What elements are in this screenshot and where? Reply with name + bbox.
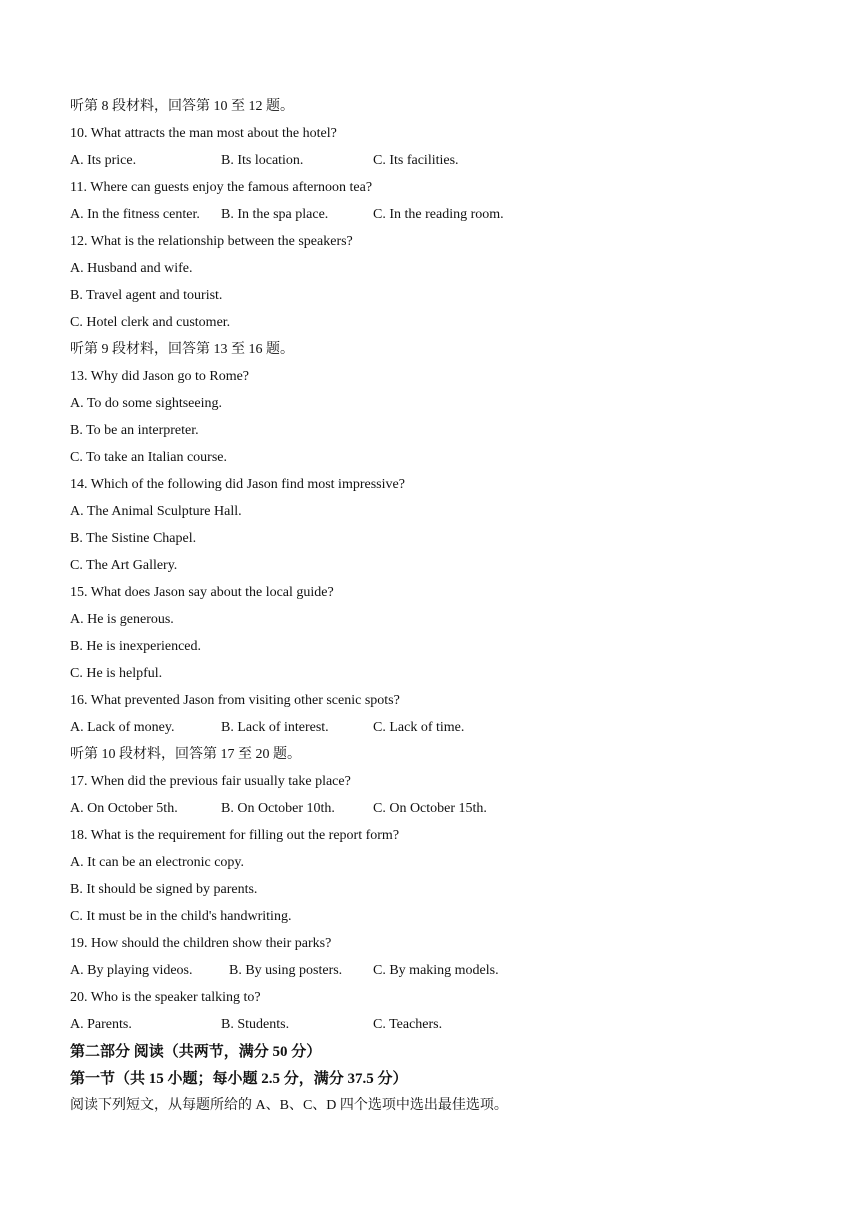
option-a: A. Husband and wife. xyxy=(70,261,193,276)
option-b: B. Travel agent and tourist. xyxy=(70,288,223,303)
question-10-stem: 10. What attracts the man most about the hotel? xyxy=(70,126,337,141)
option-c: C. Lack of time. xyxy=(373,720,465,735)
option-b: B. It should be signed by parents. xyxy=(70,882,258,897)
option-c: C. Its facilities. xyxy=(373,153,459,168)
option-b: B. Its location. xyxy=(221,153,304,168)
option-a: A. Parents. xyxy=(70,1017,132,1032)
question-11-options xyxy=(70,205,830,232)
option-c: C. The Art Gallery. xyxy=(70,558,178,573)
question-14-stem: 14. Which of the following did Jason find most impressive? xyxy=(70,477,405,492)
option-a: A. The Animal Sculpture Hall. xyxy=(70,504,242,519)
option-b: B. On October 10th. xyxy=(221,801,335,816)
question-17-stem: 17. When did the previous fair usually take place? xyxy=(70,774,351,789)
option-b: B. To be an interpreter. xyxy=(70,423,199,438)
section-8-instruction: 听第 8 段材料，回答第 10 至 12 题。 xyxy=(70,99,294,114)
option-c: C. To take an Italian course. xyxy=(70,450,227,465)
option-b: B. He is inexperienced. xyxy=(70,639,202,654)
option-a: A. He is generous. xyxy=(70,612,174,627)
part-2-instruction: 阅读下列短文，从每题所给的 A、B、C、D 四个选项中选出最佳选项。 xyxy=(70,1098,508,1113)
question-10-options xyxy=(70,151,830,178)
option-b: B. The Sistine Chapel. xyxy=(70,531,197,546)
question-15-stem: 15. What does Jason say about the local guide? xyxy=(70,585,334,600)
question-17-options xyxy=(70,799,830,826)
part-2-heading: 第二部分 阅读（共两节，满分 50 分） xyxy=(70,1044,322,1060)
question-20-options xyxy=(70,1015,830,1042)
question-20-stem: 20. Who is the speaker talking to? xyxy=(70,990,261,1005)
option-a: A. By playing videos. xyxy=(70,963,193,978)
option-a: A. To do some sightseeing. xyxy=(70,396,222,411)
option-c: C. Hotel clerk and customer. xyxy=(70,315,231,330)
option-c: C. It must be in the child's handwriting. xyxy=(70,909,292,924)
section-9-instruction: 听第 9 段材料，回答第 13 至 16 题。 xyxy=(70,342,294,357)
question-16-stem: 16. What prevented Jason from visiting other scenic spots? xyxy=(70,693,400,708)
option-c: C. On October 15th. xyxy=(373,801,487,816)
question-16-options xyxy=(70,718,830,745)
option-b: B. Students. xyxy=(221,1017,290,1032)
option-a: A. On October 5th. xyxy=(70,801,178,816)
question-18-stem: 18. What is the requirement for filling out the report form? xyxy=(70,828,400,843)
section-10-instruction: 听第 10 段材料，回答第 17 至 20 题。 xyxy=(70,747,301,762)
question-11-stem: 11. Where can guests enjoy the famous afternoon tea? xyxy=(70,180,373,195)
option-c: C. Teachers. xyxy=(373,1017,443,1032)
question-12-stem: 12. What is the relationship between the speakers? xyxy=(70,234,353,249)
option-b: B. By using posters. xyxy=(229,963,343,978)
option-a: A. Lack of money. xyxy=(70,720,175,735)
part-2-subheading: 第一节（共 15 小题；每小题 2.5 分，满分 37.5 分） xyxy=(70,1071,408,1087)
option-a: A. In the fitness center. xyxy=(70,207,200,222)
option-b: B. In the spa place. xyxy=(221,207,329,222)
option-a: A. It can be an electronic copy. xyxy=(70,855,245,870)
question-19-options xyxy=(70,961,830,988)
option-c: C. By making models. xyxy=(373,963,499,978)
question-13-stem: 13. Why did Jason go to Rome? xyxy=(70,369,250,384)
option-b: B. Lack of interest. xyxy=(221,720,329,735)
option-a: A. Its price. xyxy=(70,153,137,168)
exam-page xyxy=(70,97,830,1123)
option-c: C. He is helpful. xyxy=(70,666,163,681)
question-19-stem: 19. How should the children show their parks? xyxy=(70,936,332,951)
option-c: C. In the reading room. xyxy=(373,207,504,222)
